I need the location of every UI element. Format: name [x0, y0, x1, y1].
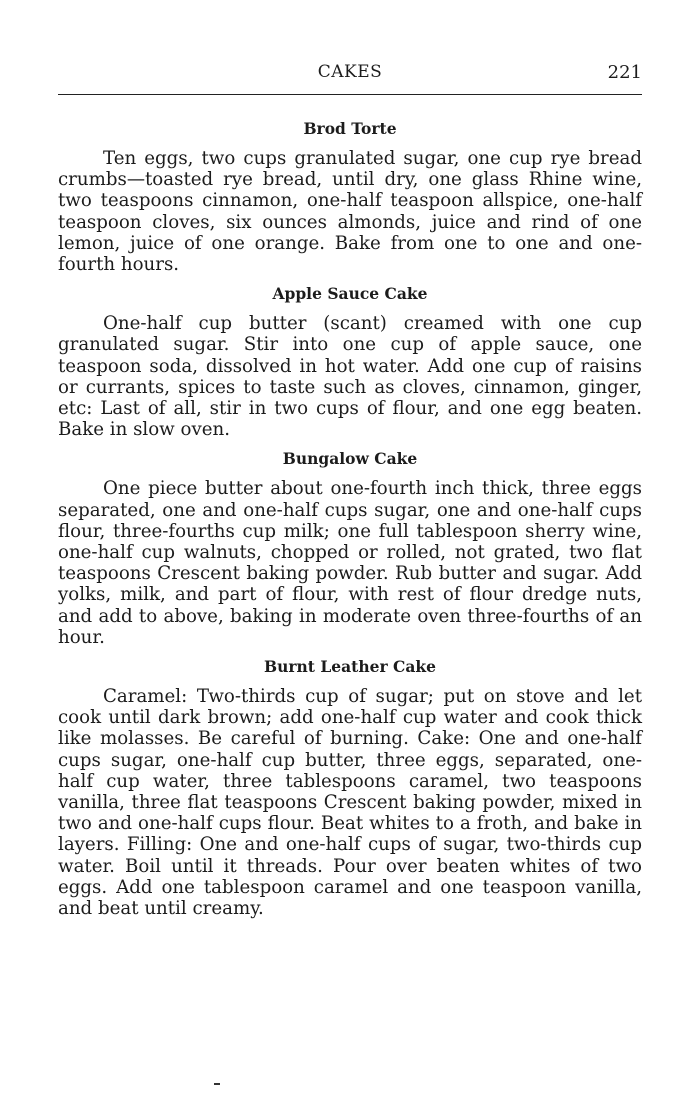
- recipe-apple-sauce-cake: [58, 283, 642, 440]
- recipe-list: [58, 118, 642, 927]
- running-head: [58, 62, 642, 90]
- recipe-body: One-half cup butter (scant) creamed with one cup granulated sugar. Stir into one cup of apple sauce, one teaspoon soda, dissolved in hot water. Add one cup of raisins or currants, spices to taste such as cloves, cinnamon, ginger, etc: Last of all, stir in two cups of flour, and one egg beaten. Bake in slow oven.: [58, 313, 642, 441]
- page-number: 221: [607, 62, 642, 83]
- recipe-body: Ten eggs, two cups granulated sugar, one cup rye bread crumbs—toasted rye bread, until dry, one glass Rhine wine, two teaspoons cinnamon, one-half teaspoon allspice, one-half teaspoon cloves, six ounces almonds, juice and rind of one lemon, juice of one orange. Bake from one to one and one-fourth hours.: [58, 148, 642, 276]
- recipe-burnt-leather-cake: [58, 656, 642, 919]
- recipe-body: Caramel: Two-thirds cup of sugar; put on stove and let cook until dark brown; add one-half cup water and cook thick like molasses. Be careful of burning. Cake: One and one-half cups sugar, one-half cup butter, three eggs, separated, one-half cup water, three tablespoons caramel, two teaspoons vanilla, three flat teaspoons Crescent baking powder, mixed in two and one-half cups flour. Beat whites to a froth, and bake in layers. Filling: One and one-half cups of sugar, two-thirds cup water. Boil until it threads. Pour over beaten whites of two eggs. Add one tablespoon caramel and one teaspoon vanilla, and beat until creamy.: [58, 686, 642, 920]
- recipe-title: Burnt Leather Cake: [264, 657, 436, 677]
- recipe-brod-torte: [58, 118, 642, 275]
- recipe-title: Apple Sauce Cake: [272, 284, 428, 304]
- book-page: [58, 62, 642, 920]
- recipe-title: Bungalow Cake: [282, 449, 418, 469]
- running-title: CAKES: [317, 62, 383, 82]
- recipe-bungalow-cake: [58, 448, 642, 648]
- printer-mark: [214, 1083, 220, 1085]
- recipe-body: One piece butter about one-fourth inch thick, three eggs separated, one and one-half cups sugar, one and one-half cups flour, three-fourths cup milk; one full tablespoon sherry wine, one-half cup walnuts, chopped or rolled, not grated, two flat teaspoons Crescent baking powder. Rub butter and sugar. Add yolks, milk, and part of flour, with rest of flour dredge nuts, and add to above, baking in moderate oven three-fourths of an hour.: [58, 478, 642, 648]
- recipe-title: Brod Torte: [303, 119, 397, 138]
- header-rule: [58, 94, 642, 95]
